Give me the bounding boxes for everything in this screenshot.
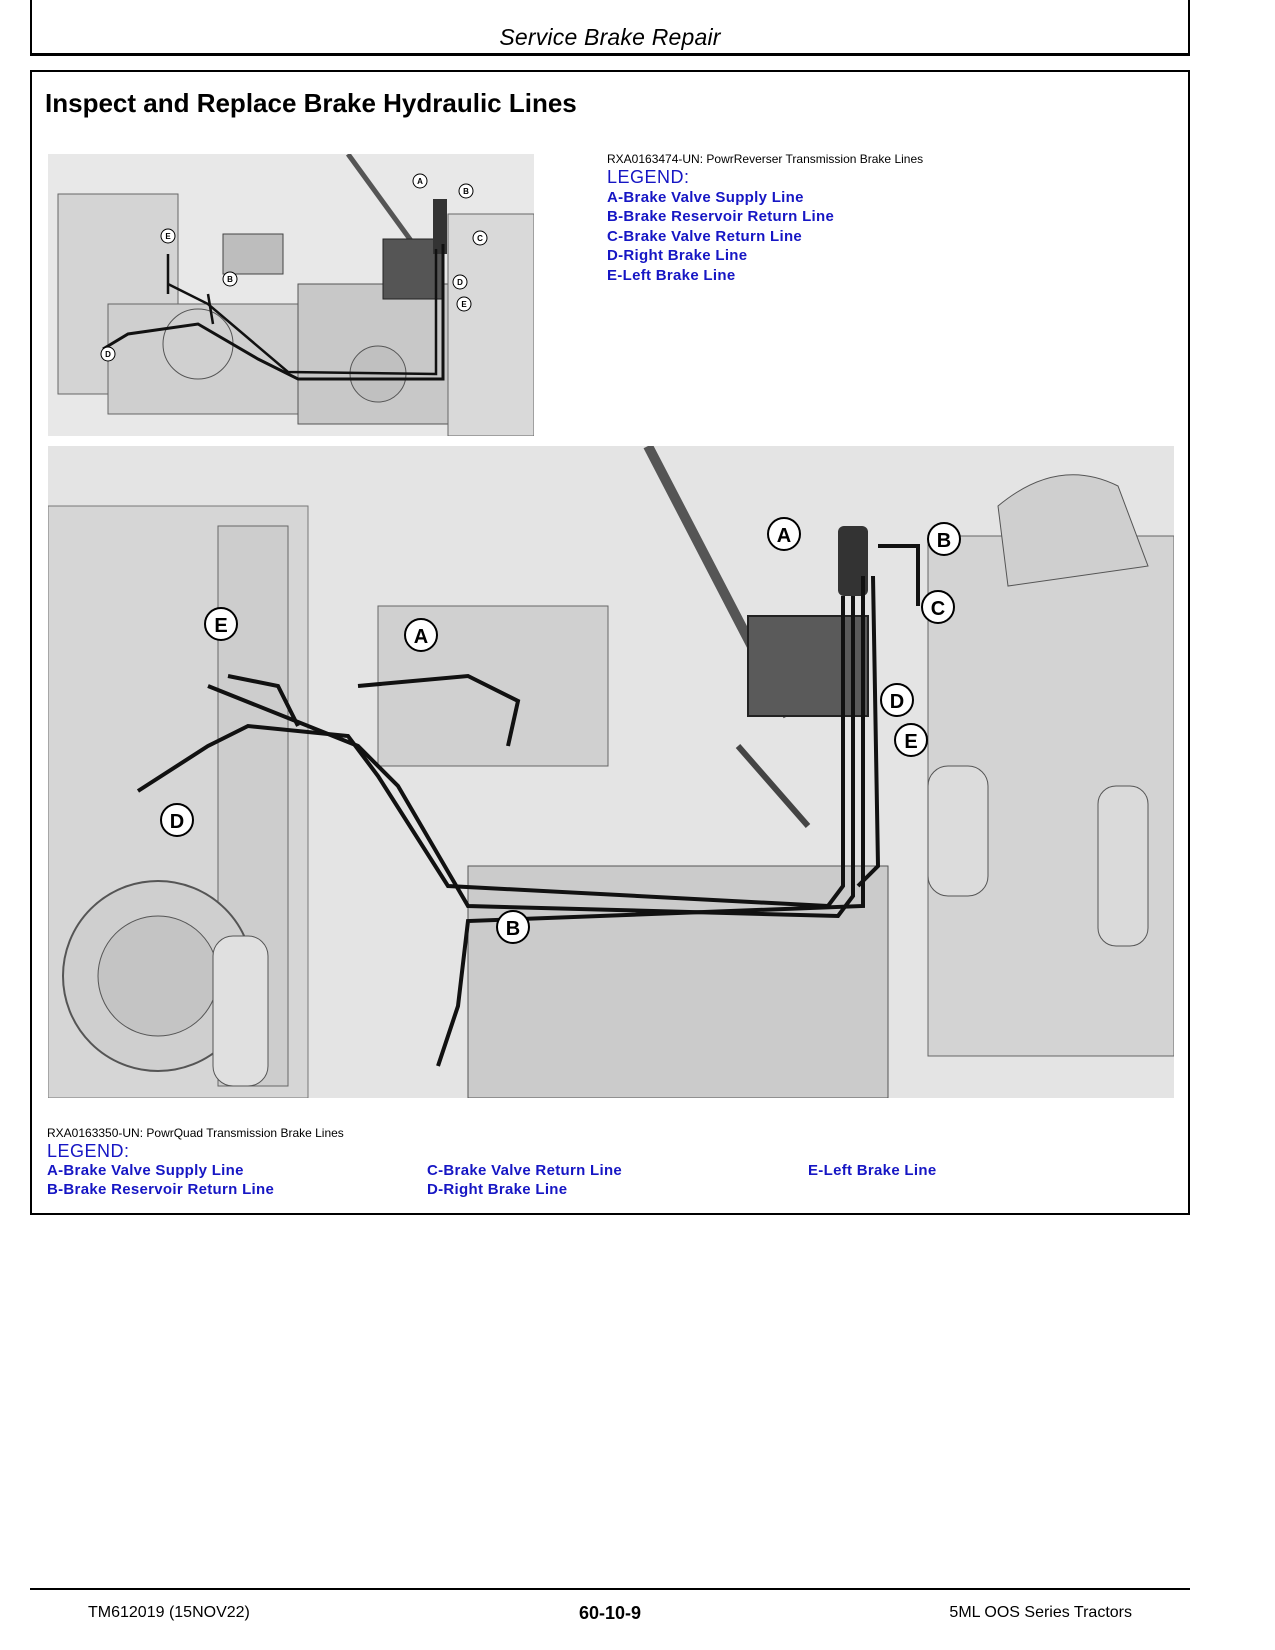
powrquad-illustration [48, 446, 1174, 1098]
legend-item: C-Brake Valve Return Line [607, 227, 803, 245]
callout-c [473, 231, 487, 245]
callout-e [457, 297, 471, 311]
callout-a [413, 174, 427, 188]
svg-text:A: A [413, 626, 429, 648]
callout-d [161, 804, 193, 836]
legend-heading: LEGEND: [607, 167, 690, 187]
footer-divider [30, 1588, 1190, 1590]
svg-text:E: E [214, 615, 228, 637]
callout-e [895, 724, 927, 756]
legend-item: D-Right Brake Line [607, 247, 748, 265]
svg-text:C: C [930, 598, 946, 620]
svg-text:E: E [165, 232, 171, 241]
legend-item: A-Brake Valve Supply Line [607, 189, 804, 206]
svg-text:E: E [904, 731, 918, 753]
svg-text:D: D [889, 691, 905, 713]
figure-caption: RXA0163474-UN: PowrReverser Transmission Brake Lines [607, 152, 924, 166]
content-box [30, 70, 1190, 1215]
callout-a [768, 518, 800, 550]
svg-text:B: B [936, 530, 952, 552]
callout-d [881, 684, 913, 716]
legend-item: D-Right Brake Line [427, 1181, 568, 1198]
legend-item: B-Brake Reservoir Return Line [607, 208, 835, 226]
figure-caption: RXA0163350-UN: PowrQuad Transmission Brake Lines [47, 1126, 344, 1140]
svg-text:D: D [169, 811, 185, 833]
powrreverser-illustration [48, 154, 534, 436]
callout-e [161, 229, 175, 243]
callout-e [205, 608, 237, 640]
svg-text:D: D [105, 350, 111, 359]
svg-text:D: D [457, 278, 463, 287]
footer-doc-id: TM612019 (15NOV22) [88, 1604, 250, 1621]
callout-d [453, 275, 467, 289]
callout-c [922, 591, 954, 623]
legend-item: A-Brake Valve Supply Line [47, 1162, 244, 1179]
callout-b [928, 523, 960, 555]
svg-text:B: B [505, 918, 521, 940]
footer-page-number: 60-10-9 [578, 1603, 642, 1623]
svg-text:B: B [463, 187, 469, 196]
section-title: Inspect and Replace Brake Hydraulic Lines [45, 88, 577, 118]
powrquad-legend [47, 1125, 1167, 1199]
svg-text:A: A [417, 177, 423, 186]
footer-product: 5ML OOS Series Tractors [949, 1604, 1132, 1621]
svg-text:A: A [776, 525, 792, 547]
legend-item: B-Brake Reservoir Return Line [47, 1181, 275, 1198]
callout-d [101, 347, 115, 361]
callout-a [405, 619, 437, 651]
svg-text:E: E [461, 300, 467, 309]
callout-b [497, 911, 529, 943]
svg-text:C: C [477, 234, 483, 243]
callout-b [223, 272, 237, 286]
powrreverser-legend [607, 152, 923, 285]
legend-item: E-Left Brake Line [808, 1162, 937, 1179]
legend-item: C-Brake Valve Return Line [427, 1162, 623, 1179]
callout-b [459, 184, 473, 198]
legend-item: E-Left Brake Line [607, 266, 736, 284]
header-title: Service Brake Repair [499, 24, 721, 50]
legend-heading: LEGEND: [47, 1141, 130, 1161]
svg-text:B: B [227, 275, 233, 284]
page-header [30, 0, 1190, 56]
